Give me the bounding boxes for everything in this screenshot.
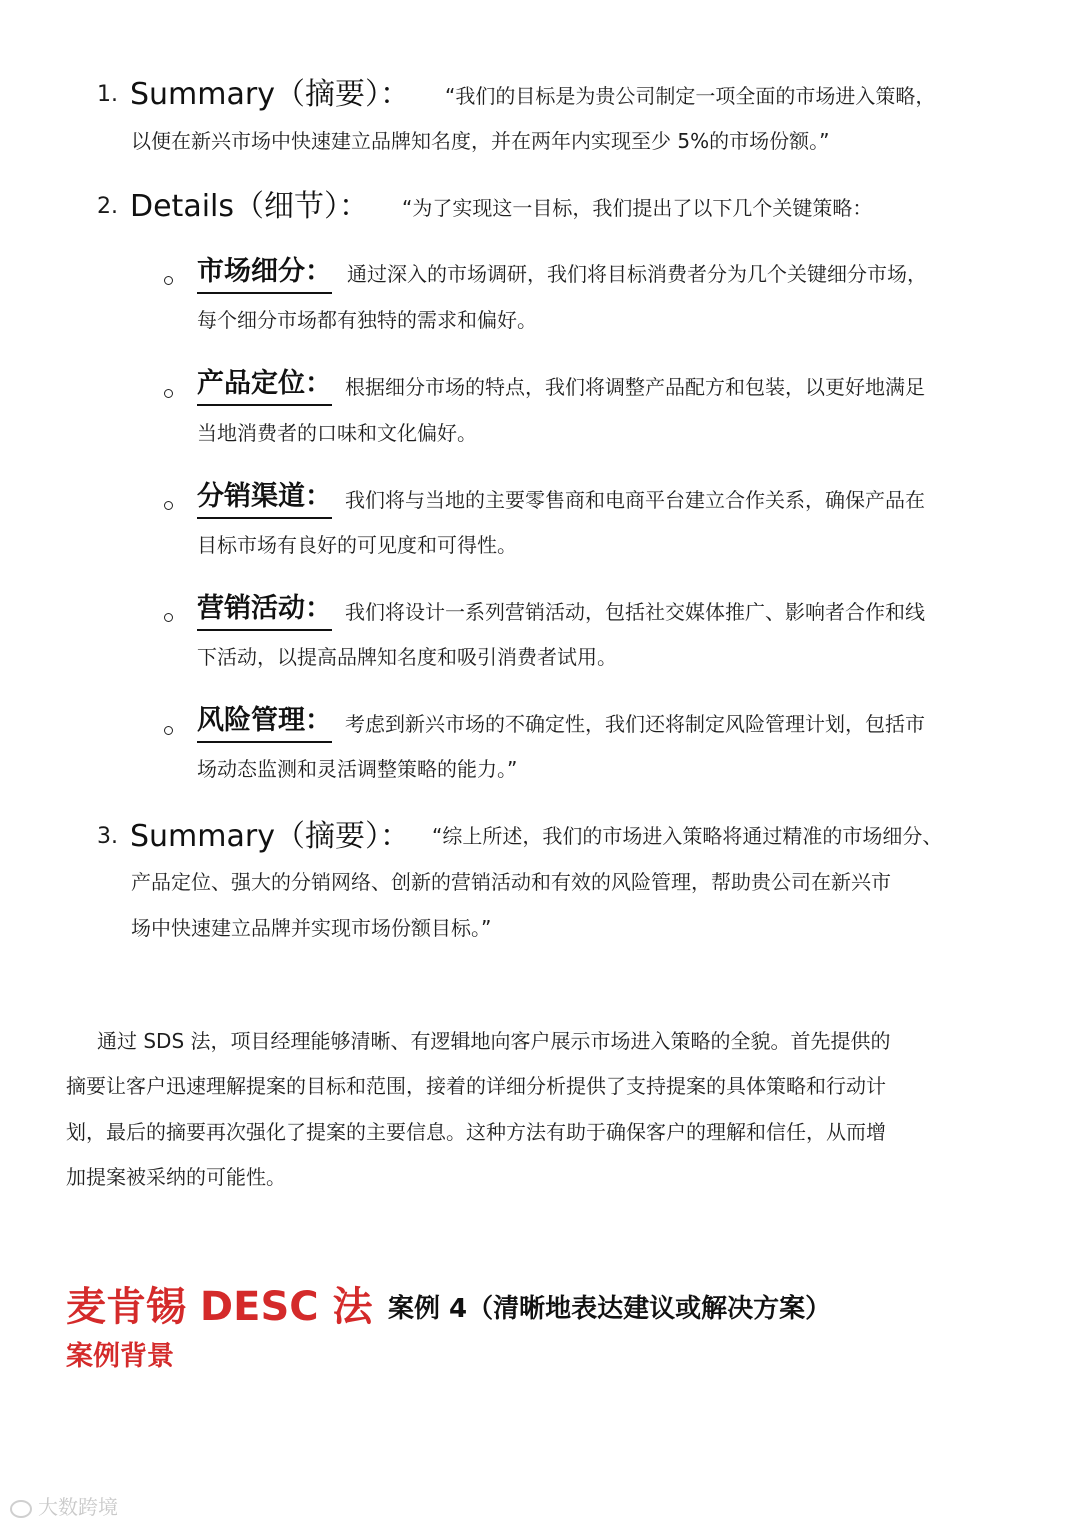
item-heading: Summary（摘要）： (130, 819, 410, 854)
item-text-line: “综上所述，我们的市场进入策略将通过精准的市场细分、 (432, 824, 943, 848)
item-text-line: “为了实现这一目标，我们提出了以下几个关键策略： (402, 196, 873, 220)
strategy-text: 每个细分市场都有独特的需求和偏好。 (197, 308, 537, 332)
watermark-text: 大数跨境 (38, 1495, 118, 1519)
paragraph-line: 通过 SDS 法，项目经理能够清晰、有逻辑地向客户展示市场进入策略的全貌。首先提供的 (97, 1029, 891, 1053)
watermark-logo-icon (10, 1500, 32, 1518)
strategy-title: 分销渠道： (197, 479, 332, 519)
strategy-title: 营销活动： (197, 591, 332, 631)
bullet-icon (164, 501, 173, 510)
paragraph-line: 加提案被采纳的可能性。 (66, 1165, 286, 1189)
section-subtitle: 案例背景 (66, 1341, 174, 1372)
item-heading: Details（细节）： (130, 189, 370, 224)
strategy-text: 目标市场有良好的可见度和可得性。 (197, 533, 517, 557)
item-number: 1. (97, 82, 118, 107)
item-text-line: 产品定位、强大的分销网络、创新的营销活动和有效的风险管理，帮助贵公司在新兴市 (131, 870, 891, 894)
item-text-line: “我们的目标是为贵公司制定一项全面的市场进入策略， (445, 84, 936, 108)
bullet-icon (164, 726, 173, 735)
item-number: 3. (97, 824, 118, 849)
item-text-line: 场中快速建立品牌并实现市场份额目标。” (131, 916, 492, 940)
section-title: 麦肯锡 DESC 法 (66, 1284, 373, 1330)
strategy-title: 市场细分： (197, 254, 332, 294)
strategy-text: 当地消费者的口味和文化偏好。 (197, 421, 477, 445)
item-heading: Summary（摘要）： (130, 77, 410, 112)
strategy-text: 场动态监测和灵活调整策略的能力。” (197, 757, 518, 781)
strategy-text: 通过深入的市场调研，我们将目标消费者分为几个关键细分市场， (347, 262, 927, 286)
item-number: 2. (97, 194, 118, 219)
item-text-line: 以便在新兴市场中快速建立品牌知名度，并在两年内实现至少 5%的市场份额。” (131, 129, 830, 153)
bullet-icon (164, 276, 173, 285)
bullet-icon (164, 389, 173, 398)
paragraph-line: 摘要让客户迅速理解提案的目标和范围，接着的详细分析提供了支持提案的具体策略和行动计 (66, 1074, 886, 1098)
bullet-icon (164, 613, 173, 622)
strategy-title: 产品定位： (197, 366, 332, 406)
strategy-title: 风险管理： (197, 703, 332, 743)
strategy-text: 根据细分市场的特点，我们将调整产品配方和包装，以更好地满足 (345, 375, 925, 399)
strategy-text: 下活动，以提高品牌知名度和吸引消费者试用。 (197, 645, 617, 669)
strategy-text: 我们将设计一系列营销活动，包括社交媒体推广、影响者合作和线 (345, 600, 925, 624)
watermark (10, 1494, 118, 1520)
case-title: 案例 4（清晰地表达建议或解决方案） (388, 1294, 832, 1324)
strategy-text: 我们将与当地的主要零售商和电商平台建立合作关系，确保产品在 (345, 488, 925, 512)
paragraph-line: 划，最后的摘要再次强化了提案的主要信息。这种方法有助于确保客户的理解和信任，从而增 (66, 1120, 886, 1144)
strategy-text: 考虑到新兴市场的不确定性，我们还将制定风险管理计划，包括市 (345, 712, 925, 736)
